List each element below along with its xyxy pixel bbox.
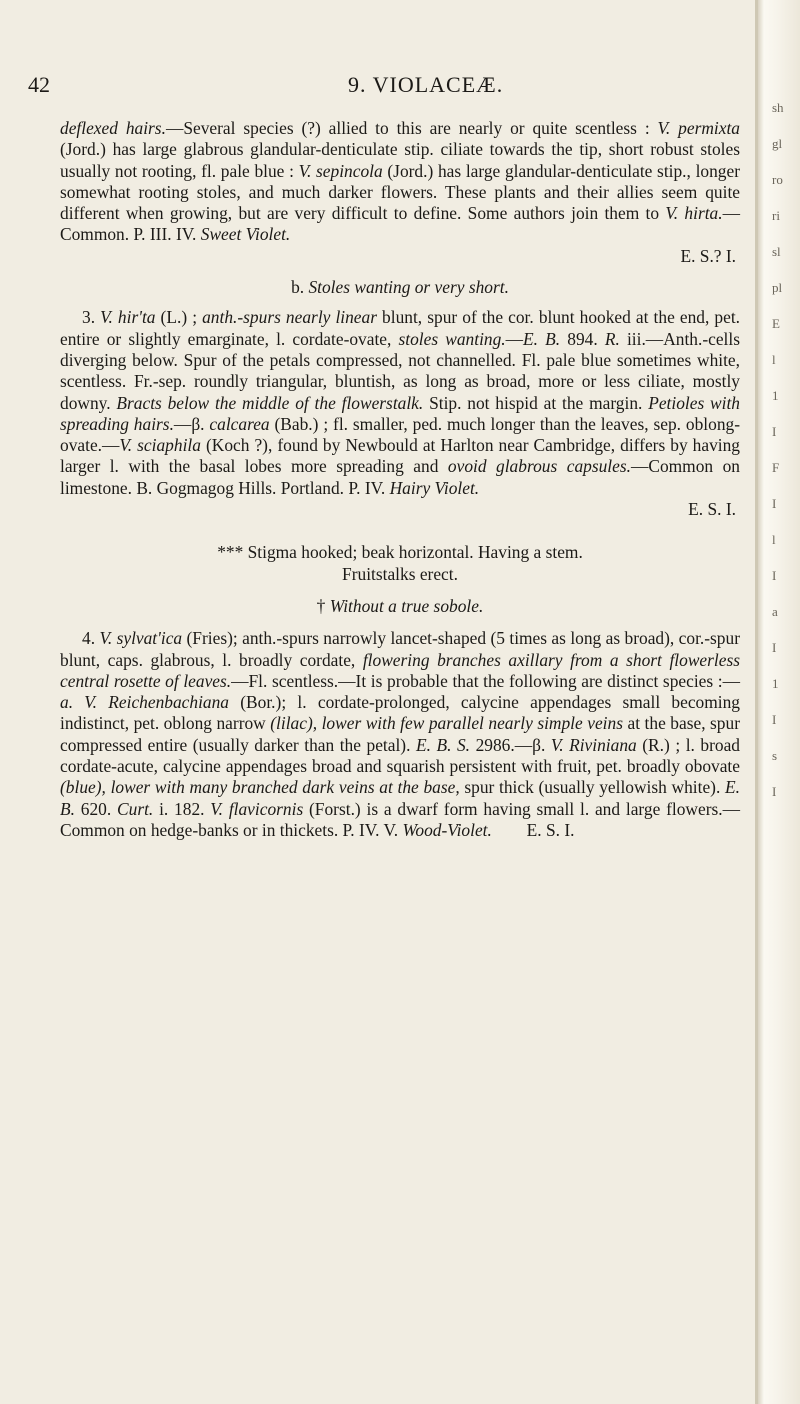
text-run: (Koch ?), found by Newbould at Harlton near Cambridge, differs by having larger l. with the basal lobes more spreading and (60, 435, 741, 477)
species-name: V. flavicornis (210, 798, 304, 819)
page-header (28, 72, 748, 100)
page-number: 42 (28, 72, 50, 97)
entry-number: 3. (82, 307, 101, 328)
section-title: Stoles wanting or very short. (308, 277, 509, 298)
italic-text: Bracts below the middle of the flowerstalk. (116, 392, 424, 413)
entry-number: 4. (82, 628, 100, 649)
text-run: Stip. not hispid at the margin. (423, 392, 649, 413)
text-run: —Common on limestone. B. Gogmagog Hills. Portland. P. IV. (60, 456, 740, 498)
bleed-fragment: s (772, 748, 778, 763)
italic-text: Petioles with spreading hairs. (60, 392, 741, 434)
text-run: (Bab.) ; fl. smaller, ped. much longer than the leaves, sep. oblong-ovate.— (60, 413, 740, 456)
text-run: (R.) ; l. broad cordate-acute, calycine appendages broad and squarish persistent with fruit, pet. broadly obovate (60, 734, 741, 777)
bleed-fragment: ri (772, 208, 780, 223)
species-name: V. hir'ta (100, 307, 156, 328)
paragraph-hairy-violet (60, 307, 740, 520)
bleed-fragment: l (772, 532, 776, 547)
bleed-fragment: ro (772, 172, 783, 187)
species-name: V. hirta. (665, 203, 723, 224)
bleed-fragment: gl (772, 136, 783, 151)
distribution-line (60, 246, 740, 267)
distribution-code: E. S. I. (688, 499, 736, 520)
bleed-fragment: pl (772, 280, 783, 295)
heading-line: Fruitstalks erect. (342, 563, 458, 584)
text-run: 894. (560, 328, 605, 349)
species-name: V. Riviniana (550, 734, 637, 755)
section-heading-b (60, 277, 740, 298)
italic-text: anth.-spurs nearly linear (202, 307, 377, 328)
bleed-fragment: F (772, 460, 780, 475)
bleed-fragment: I (772, 424, 777, 439)
section-title: Without a true sobole. (329, 595, 484, 616)
bleed-fragment: E (772, 316, 780, 331)
bleed-fragment: 1 (772, 676, 779, 691)
distribution-line (60, 499, 740, 520)
paragraph-sweet-violet (60, 118, 740, 267)
italic-text: (lilac), lower with few parallel nearly simple veins (270, 713, 623, 734)
variety-name: calcarea (209, 413, 270, 434)
italic-text: (blue), lower with many branched dark veins at the base, (60, 777, 460, 798)
text-run: —Several species (?) allied to this are nearly or quite scentless : (165, 118, 658, 138)
running-title: 9. VIOLACEÆ. (348, 72, 504, 97)
bleed-fragment: l (772, 352, 776, 367)
common-name: Sweet Violet. (200, 224, 291, 245)
reference: E. B. (523, 328, 561, 349)
species-name: V. sylvat'ica (99, 628, 183, 649)
dagger-heading (60, 596, 740, 617)
stigma-heading (60, 542, 740, 585)
species-name: V. sepincola (298, 160, 383, 181)
page-body (60, 118, 740, 841)
text-run: —Common. P. III. IV. (60, 203, 740, 245)
bleed-fragment: a (772, 604, 778, 619)
text-run: (Forst.) is a dwarf form having small l. and large flowers.—Common on hedge-banks or in thickets. P. IV. V. (60, 798, 741, 840)
heading-line: *** Stigma hooked; beak horizontal. Having a stem. (217, 542, 583, 563)
text-run: —Fl. scentless.—It is probable that the following are distinct species :— (231, 670, 740, 691)
bleed-fragment: 1 (772, 388, 779, 403)
distribution-code: E. S. I. (526, 819, 575, 840)
text-run: — (505, 328, 524, 349)
text-run: 620. (74, 798, 118, 819)
bleed-fragment: I (772, 784, 777, 799)
common-name: Hairy Violet. (389, 477, 480, 498)
section-letter: b. (291, 277, 309, 298)
text-run: 2986.—β. (470, 734, 551, 755)
reference: E. B. S. (415, 734, 471, 755)
facing-page-edge (755, 0, 800, 1404)
bleed-fragment: I (772, 496, 777, 511)
italic-text: stoles wanting. (398, 328, 506, 349)
italic-text: deflexed hairs. (60, 118, 166, 138)
text-run: (L.) ; (155, 307, 203, 328)
distribution-code: E. S.? I. (680, 245, 736, 266)
species-name: V. permixta (657, 118, 740, 138)
bleed-fragment: I (772, 640, 777, 655)
text-run: (Jord.) has large glabrous glandular-denticulate stip. ciliate towards the tip, short robust stoles usually not rooting, fl. pale blue : (60, 139, 740, 181)
variety-letter: a. (60, 692, 85, 713)
reference: R. (604, 328, 620, 349)
paragraph-wood-violet (60, 628, 740, 841)
text-run: (Bor.); l. cordate-prolonged, calycine appendages small becoming indistinct, pet. oblong narrow (60, 692, 740, 734)
text-run: spur thick (usually yellowish white). (459, 777, 726, 798)
bleed-fragment: sl (772, 244, 781, 259)
italic-text: flowering branches axillary from a short flowerless central rosette of leaves. (60, 649, 740, 691)
bleed-fragment: I (772, 568, 777, 583)
bleed-fragment: I (772, 712, 777, 727)
dagger-mark: † (316, 595, 330, 616)
text-run: (Jord.) has large glandular-denticulate stip., longer somewhat rooting stoles, and much darker flowers. These plants and their allies seem quite different when growing, but are very difficult to define. Some authors join them to (60, 160, 740, 224)
italic-text: ovoid glabrous capsules. (447, 456, 631, 477)
reference: E. B. (60, 777, 740, 819)
bleed-fragment: sh (772, 100, 784, 115)
text-run: at the base, spur compressed entire (usually darker than the petal). (60, 713, 740, 755)
text-run: iii.—Anth.-cells diverging below. Spur of the petals compressed, not channelled. Fl. pale blue sometimes white, scentless. Fr.-sep. roundly triangular, bluntish, as long as broad, more or less ciliate, mostly downy. (60, 328, 740, 413)
species-name: V. Reichenbachiana (84, 692, 230, 713)
species-name: V. sciaphila (119, 435, 201, 456)
text-run: i. 182. (153, 798, 211, 819)
text-run: —β. (173, 413, 210, 434)
text-run: blunt, spur of the cor. blunt hooked at the end, pet. entire or slightly emarginate, l. cordate-ovate, (60, 307, 740, 349)
common-name: Wood-Violet. (402, 819, 492, 840)
text-run: (Fries); anth.-spurs narrowly lancet-shaped (5 times as long as broad), cor.-spur blunt, caps. glabrous, l. broadly cordate, (60, 628, 740, 670)
reference: Curt. (117, 798, 154, 819)
